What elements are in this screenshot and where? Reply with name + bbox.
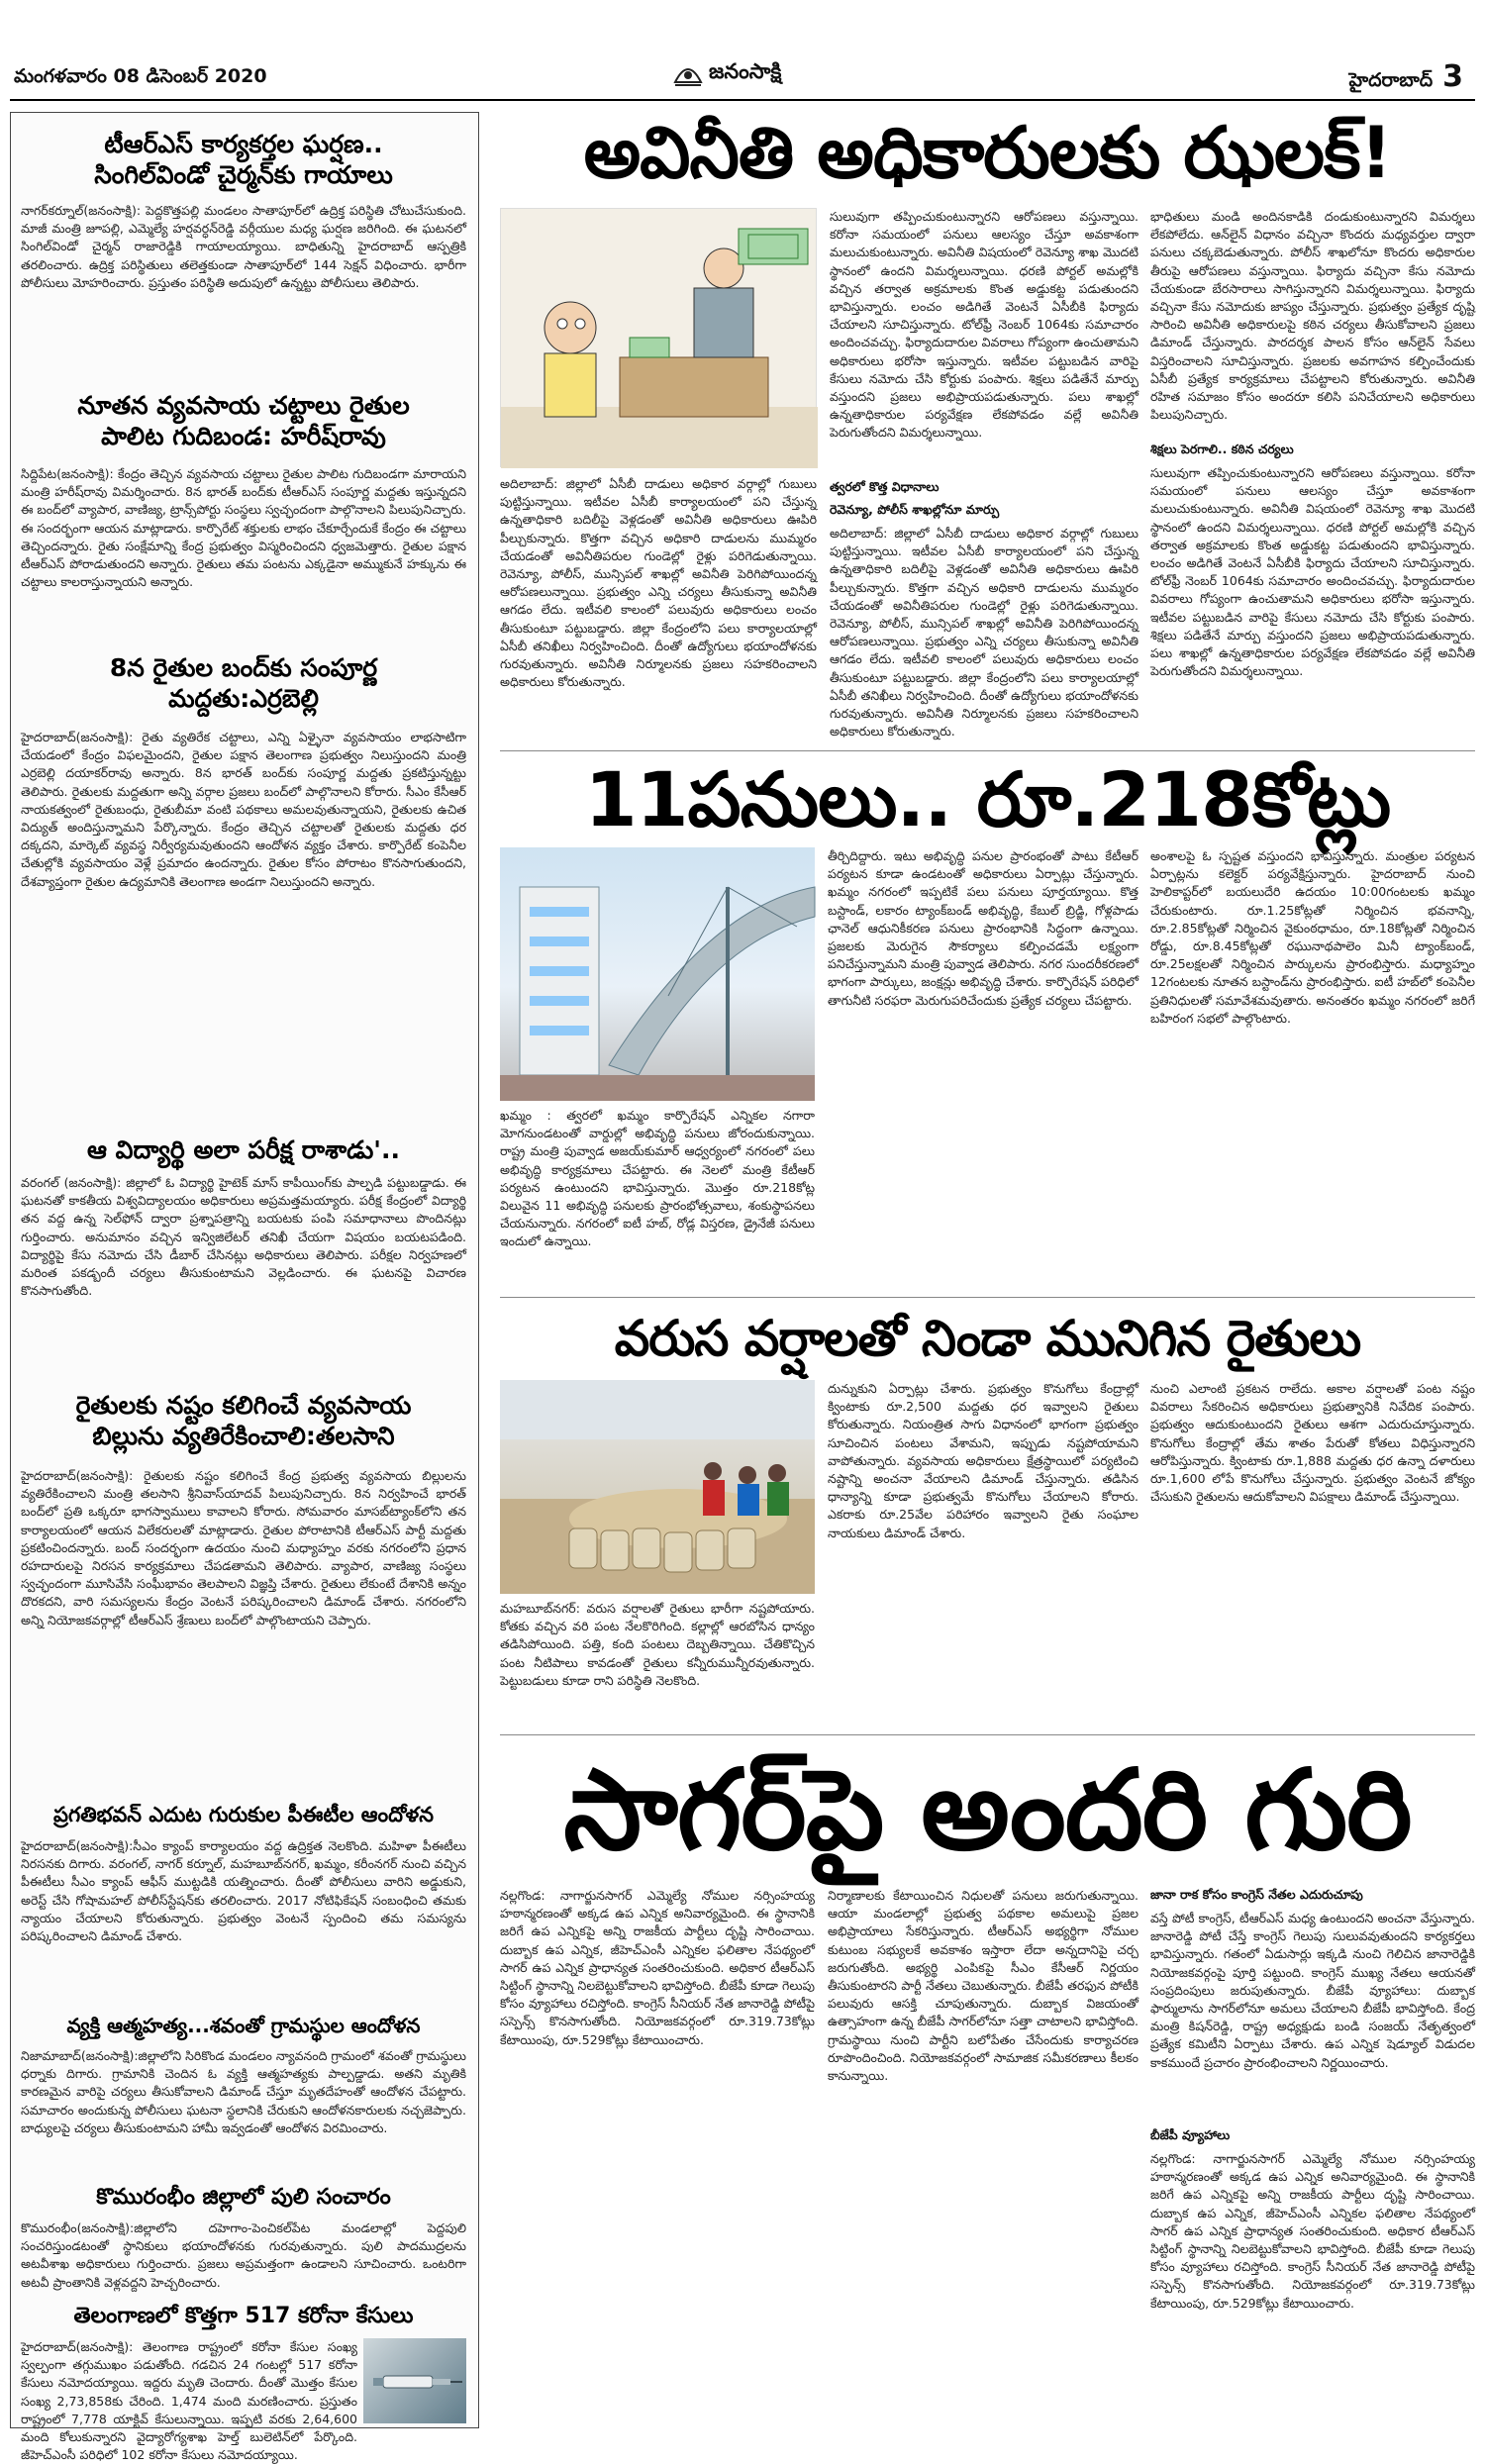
masthead-city: హైదరాబాద్‌: [1348, 69, 1434, 91]
story4-col2: నిర్మాణాలకు కేటాయించిన నిధులతో పనులు జరుగుతున్నాయి. ఆయా మండలాల్లో ప్రభుత్వ పథకాల అమలుపై ప్రజల అభిప్రాయాలు సేకరిస్తున్నారు. టీఆర్‌ఎస్‌ అభ్యర్థిగా నోముల కుటుంబ సభ్యులకే అవకాశం ఇస్తారా లేదా అన్నదానిపై చర్చ జరుగుతోంది. అభ్యర్థి ఎంపికపై సీఎం కేసీఆర్‌ నిర్ణయం తీసుకుంటారని పార్టీ నేతలు చెబుతున్నారు. బీజేపీ తరఫున పోటీకి పలువురు ఆసక్తి చూపుతున్నారు. దుబ్బాక విజయంతో ఉత్సాహంగా ఉన్న బీజేపీ సాగర్‌లోనూ సత్తా చాటాలని భావిస్తోంది. గ్రామస్థాయి నుంచి పార్టీని బలోపేతం చేసేందుకు కార్యాచరణ రూపొందించింది. నియోజకవర్గంలో సామాజిక సమీకరణాలు కీలకం కానున్నాయి.: [828, 1888, 1138, 2084]
page-number: 3: [1442, 59, 1463, 94]
masthead-logo: [673, 57, 781, 91]
sidebar-headline-5: రైతులకు నష్టం కలిగించే వ్యవసాయ బిల్లును వ్యతిరేకించాలి:తలసాని: [75, 1391, 412, 1451]
sidebar-headline-6: ప్రగతిభవన్‌ ఎదుట గురుకుల పీఈటీల ఆందోళన: [53, 1803, 434, 1826]
sidebar-headline-3: 8న రైతుల బంద్‌కు సంపూర్ణ మద్దతు:ఎర్రబెల్లి: [109, 653, 378, 714]
story3-headline: వరుస వర్షాలతో నిండా మునిగిన రైతులు: [614, 1310, 1361, 1367]
story1-rule: [500, 750, 1475, 751]
masthead-rule: [10, 99, 1475, 101]
sidebar-story-2: సిద్దిపేట(జనంసాక్షి): కేంద్రం తెచ్చిన వ్యవసాయ చట్టాలు రైతుల పాలిట గుదిబండగా మారాయని మంత్రి హరీష్‌రావు విమర్శించారు. 8న భారత్‌ బంద్‌కు టీఆర్‌ఎస్‌ సంపూర్ణ మద్దతు ఇస్తున్నదని ఈ బంద్‌లో వ్యాపార, వాణిజ్య, ట్రాన్స్‌పోర్టు సంస్థలు స్వచ్ఛందంగా పాల్గొనాలని పిలుపునిచ్చారు. ఈ సందర్భంగా ఆయన మాట్లాడారు. కార్పొరేట్‌ శక్తులకు లాభం చేకూర్చేందుకే కేంద్రం ఈ చట్టాలు తెచ్చిందన్నారు. రైతు సంక్షేమాన్ని కేంద్ర ప్రభుత్వం విస్మరించిందని ధ్వజమెత్తారు. రైతుల పక్షాన టీఆర్‌ఎస్‌ పోరాడుతుందని అన్నారు. రైతులు తమ పంటను ఎక్కడైనా అమ్ముకునే హక్కును ఈ చట్టాలు కాలరాస్తున్నాయని అన్నారు.: [21, 466, 466, 590]
sidebar-story-3: హైదరాబాద్‌(జనంసాక్షి): రైతు వ్యతిరేక చట్టాలు, ఎన్ని ఏళ్ళైనా వ్యవసాయం లాభసాటిగా చేయడంలో కేంద్రం విఫలమైందని, రైతుల పక్షాన తెలంగాణ ప్రభుత్వం నిలుస్తుందని మంత్రి ఎర్రబెల్లి దయాకర్‌రావు అన్నారు. 8న భారత్‌ బంద్‌కు సంపూర్ణ మద్దతు ప్రకటిస్తున్నట్టు తెలిపారు. రైతులకు మద్దతుగా అన్ని వర్గాల ప్రజలు బంద్‌లో పాల్గొనాలని కోరారు. సీఎం కేసీఆర్‌ నాయకత్వంలో రైతుబంధు, రైతుబీమా వంటి పథకాలు అమలవుతున్నాయని, రైతులకు ఉచిత విద్యుత్‌ అందిస్తున్నామని పేర్కొన్నారు. కేంద్రం తెచ్చిన చట్టాలతో రైతులకు మద్దతు ధర దక్కదని, మార్కెట్‌ వ్యవస్థ నిర్వీర్యమవుతుందని ఆందోళన వ్యక్తం చేశారు. కార్పొరేట్‌ కంపెనీల చేతుల్లోకి వ్యవసాయం వెళ్లే ప్రమాదం ఉందన్నారు. రైతుల కోసం పోరాటం కొనసాగుతుందని, దేశవ్యాప్తంగా రైతుల ఉద్యమానికి తెలంగాణ అండగా నిలుస్తుందని అన్నారు.: [21, 730, 466, 889]
story1-cartoon: [500, 208, 817, 467]
story2-photo: [500, 847, 815, 1101]
sidebar-headline-1: టీఆర్‌ఎస్‌ కార్యకర్తల ఘర్షణ.. సింగిల్‌విండో చైర్మన్‌కు గాయాలు: [94, 130, 393, 190]
story4-subhead-1: జానా రాక కోసం కాంగ్రెస్‌ నేతల ఎదురుచూపు: [1150, 1887, 1363, 1902]
story3-col2: దున్నుకుని ఏర్పాట్లు చేశారు. ప్రభుత్వం కొనుగోలు కేంద్రాల్లో క్వింటాకు రూ.2,500 మద్దతు ధర ఇవ్వాలని రైతులు కోరుతున్నారు. నియంత్రిత సాగు విధానంలో భాగంగా ప్రభుత్వం సూచించిన పంటలు వేశామని, ఇప్పుడు నష్టపోయామని వాపోతున్నారు. వ్యవసాయ అధికారులు క్షేత్రస్థాయిలో పర్యటించి నష్టాన్ని అంచనా వేయాలని డిమాండ్‌ చేస్తున్నారు. తడిసిన ధాన్యాన్ని కూడా ప్రభుత్వమే కొనుగోలు చేయాలని కోరారు. ఎకరాకు రూ.25వేల పరిహారం ఇవ్వాలని రైతు సంఘాల నాయకులు డిమాండ్‌ చేశారు.: [828, 1381, 1138, 1540]
story1-subhead-1: త్వరలో కొత్త విధానాలు: [830, 479, 940, 494]
story3-rule: [500, 1734, 1475, 1735]
sidebar-story-4: వరంగల్‌ (జనంసాక్షి): జిల్లాలో ఓ విద్యార్థి హైటెక్‌ మాస్‌ కాపీయింగ్‌కు పాల్పడి పట్టుబడ్డాడు. ఈ ఘటనతో కాకతీయ విశ్వవిద్యాలయం అధికారులు అప్రమత్తమయ్యారు. పరీక్ష కేంద్రంలో విద్యార్థి తన వద్ద ఉన్న సెల్‌ఫోన్‌ ద్వారా ప్రశ్నాపత్రాన్ని బయటకు పంపి సమాధానాలు పొందినట్లు గుర్తించారు. అనుమానం వచ్చిన ఇన్విజిలేటర్‌ తనిఖీ చేయగా విషయం బయటపడింది. విద్యార్థిపై కేసు నమోదు చేసి డీబార్‌ చేసినట్లు అధికారులు తెలిపారు. పరీక్షల నిర్వహణలో మరింత పకడ్బందీ చర్యలు తీసుకుంటామని వెల్లడించారు. ఈ ఘటనపై విచారణ కొనసాగుతోంది.: [21, 1175, 466, 1299]
syringe-icon: [363, 2338, 466, 2423]
left-sidebar: [10, 112, 479, 2463]
story4-subhead-2: బీజేపీ వ్యూహాలు: [1150, 2127, 1231, 2142]
story2-col3: అంశాలపై ఓ స్పష్టత వస్తుందని భావిస్తున్నారు. మంత్రుల పర్యటన ఏర్పాట్లను కలెక్టర్‌ పర్యవేక్షిస్తున్నారు. హైదరాబాద్‌ నుంచి హెలికాప్టర్‌లో బయలుదేరి ఉదయం 10:00గంటలకు ఖమ్మం చేరుకుంటారు. రూ.1.25కోట్లతో నిర్మించిన భవనాన్ని, రూ.2.85కోట్లతో నిర్మించిన వైకుంఠధామం, రూ.18కోట్లతో నిర్మించిన రోడ్డు, రూ.8.45కోట్లతో రఘునాథపాలెం మినీ ట్యాంక్‌బండ్‌, రూ.25లక్షలతో నిర్మించిన పార్కులను ప్రారంభిస్తారు. మధ్యాహ్నం 12గంటలకు నూతన బస్టాండ్‌ను ప్రారంభిస్తారు. ఐటీ హబ్‌లో కంపెనీల ప్రతినిధులతో సమావేశమవుతారు. అనంతరం ఖమ్మం నగరంలో జరిగే బహిరంగ సభలో పాల్గొంటారు.: [1150, 848, 1475, 1026]
sidebar-story-9: హైదరాబాద్‌(జనంసాక్షి): తెలంగాణ రాష్ట్రంలో కరోనా కేసుల సంఖ్య స్వల్పంగా తగ్గుముఖం పడుతోంది. గడచిన 24 గంటల్లో 517 కరోనా కేసులు నమోదయ్యాయి. ఇద్దరు మృతి చెందారు. దీంతో మొత్తం కేసుల సంఖ్య 2,73,858కు చేరింది. 1,474 మంది మరణించారు. ప్రస్తుతం రాష్ట్రంలో 7,778 యాక్టివ్‌ కేసులున్నాయి. ఇప్పటి వరకు 2,64,600 మంది కోలుకున్నారని వైద్యారోగ్యశాఖ హెల్త్‌ బులెటిన్‌లో పేర్కొంది. జీహెచ్‌ఎంసీ పరిధిలో 102 కరోనా కేసులు నమోదయ్యాయి.: [21, 2339, 357, 2463]
story1-col3: భాధితులు మండి అందినకాడికి దండుకుంటున్నారని విమర్శలు లేకపోలేదు. ఆన్‌లైన్‌ విధానం వచ్చినా కొందరు మధ్యవర్తుల ద్వారా పనులు చక్కబెడుతున్నారు. పోలీస్‌ శాఖలోనూ కొందరు అధికారుల తీరుపై ఆరోపణలు వస్తున్నాయి. ఫిర్యాదు వచ్చినా కేసు నమోదు చేయకుండా బేరసారాలు సాగిస్తున్నారని విమర్శలున్నాయి. ఫిర్యాదు వచ్చినా కేసు నమోదుకు జాప్యం చేస్తున్నారు. ప్రభుత్వం ప్రత్యేక దృష్టి సారించి అవినీతి అధికారులపై కఠిన చర్యలు తీసుకోవాలని ప్రజలు డిమాండ్‌ చేస్తున్నారు. పారదర్శక పాలన కోసం ఆన్‌లైన్‌ సేవలు విస్తరించాలని సూచిస్తున్నారు. ప్రజలకు అవగాహన కల్పించేందుకు ఏసీబీ ప్రత్యేక కార్యక్రమాలు చేపట్టాలని కోరుతున్నారు. అవినీతి రహిత సమాజం కోసం అందరూ కలిసి పనిచేయాలని అధికారులు పిలుపునిచ్చారు. శిక్షలు పెరగాలి.. కఠిన చర్యలు సులువుగా తప్పించుకుంటున్నారని ఆరోపణలు వస్తున్నాయి. కరోనా సమయంలో పనులు ఆలస్యం చేస్తూ అవకాశంగా మలుచుకుంటున్నారు. అవినీతి విషయంలో రెవెన్యూ శాఖ మొదటి స్థానంలో ఉందని విమర్శలున్నాయి. ధరణి పోర్టల్‌ అమల్లోకి వచ్చిన తర్వాత అక్రమాలకు కొంత అడ్డుకట్ట పడుతుందని భావిస్తున్నారు. లంచం అడిగితే వెంటనే ఏసీబీకి ఫిర్యాదు చేయాలని సూచిస్తున్నారు. టోల్‌ఫ్రీ నెంబర్‌ 1064కు సమాచారం అందించవచ్చు. ఫిర్యాదుదారుల వివరాలు గోప్యంగా ఉంచుతామని అధికారులు భరోసా ఇస్తున్నారు. ఇటీవల పట్టుబడిన వారిపై కేసులు నమోదు చేసి కోర్టుకు పంపారు. శిక్షలు పడితేనే మార్పు వస్తుందని ప్రజలు అభిప్రాయపడుతున్నారు. పలు శాఖల్లో ఉన్నతాధికారుల పర్యవేక్షణ లేకపోవడం వల్లే అవినీతి పెరుగుతోందని విమర్శలున్నాయి.: [1150, 209, 1475, 679]
story2-rule: [500, 1297, 1475, 1298]
story3-photo: [500, 1380, 815, 1594]
masthead: [0, 0, 1485, 99]
story3-col1: మహబూబ్‌నగర్‌: వరుస వర్షాలతో రైతులు భారీగా నష్టపోయారు. కోతకు వచ్చిన వరి పంట నేలకొరిగింది. కల్లాల్లో ఆరబోసిన ధాన్యం తడిసిపోయింది. పత్తి, కంది పంటలు దెబ్బతిన్నాయి. చేతికొచ్చిన పంట నీటిపాలు కావడంతో రైతులు కన్నీరుమున్నీరవుతున్నారు. పెట్టుబడులు కూడా రాని పరిస్థితి నెలకొంది.: [500, 1601, 815, 1688]
sidebar-headline-9: తెలంగాణలో కొత్తగా 517 కరోనా కేసులు: [73, 2304, 414, 2328]
building-bridge-photo: [500, 847, 815, 1101]
masthead-date: మంగళవారం 08 డిసెంబర్‌ 2020: [14, 65, 267, 87]
story1-headline: అవినీతి అధికారులకు ఝలక్‌!: [583, 111, 1392, 194]
story4-headline: సాగర్‌పై అందరి గురి: [563, 1746, 1412, 1875]
logo-text: జనంసాక్షి: [709, 59, 782, 83]
story4-col1: నల్లగొండ: నాగార్జునసాగర్‌ ఎమ్మెల్యే నోముల నర్సింహయ్య హఠాన్మరణంతో అక్కడ ఉప ఎన్నిక అనివార్యమైంది. ఈ స్థానానికి జరిగే ఉప ఎన్నికపై అన్ని రాజకీయ పార్టీలు దృష్టి సారించాయి. దుబ్బాక ఉప ఎన్నిక, జీహెచ్‌ఎంసీ ఎన్నికల ఫలితాల నేపథ్యంలో సాగర్‌ ఉప ఎన్నిక ప్రాధాన్యత సంతరించుకుంది. అధికార టీఆర్‌ఎస్‌ సిట్టింగ్‌ స్థానాన్ని నిలబెట్టుకోవాలని భావిస్తోంది. బీజేపీ కూడా గెలుపు కోసం వ్యూహాలు రచిస్తోంది. కాంగ్రెస్‌ సీనియర్‌ నేత జానారెడ్డి పోటీపై సస్పెన్స్‌ కొనసాగుతోంది. నియోజకవర్గంలో రూ.319.73కోట్లు కేటాయింపు, రూ.529కోట్లు కేటాయించారు.: [500, 1888, 815, 2047]
sidebar-story-6: హైదరాబాద్‌(జనంసాక్షి):సీఎం క్యాంప్‌ కార్యాలయం వద్ద ఉద్రిక్తత నెలకొంది. మహిళా పీఈటీలు నిరసనకు దిగారు. వరంగల్‌, నాగర్‌ కర్నూల్‌, మహబూబ్‌నగర్‌, ఖమ్మం, కరీంనగర్‌ నుంచి వచ్చిన పీఈటీలు సీఎం క్యాంప్‌ ఆఫీస్‌ ముట్టడికి యత్నించారు. దీంతో పోలీసులు వారిని అడ్డుకుని, అరెస్ట్‌ చేసి గోషామహల్‌ పోలీస్‌స్టేషన్‌కు తరలించారు. 2017 నోటిఫికేషన్‌ సంబంధించి తమకు న్యాయం చేయాలని కోరుతున్నారు. ప్రభుత్వం వెంటనే స్పందించి తమ సమస్యను పరిష్కరించాలని డిమాండ్‌ చేశారు.: [21, 1838, 466, 1944]
sidebar-story-5: హైదరాబాద్‌(జనంసాక్షి): రైతులకు నష్టం కలిగించే కేంద్ర ప్రభుత్వ వ్యవసాయ బిల్లులను వ్యతిరేకించాలని మంత్రి తలసాని శ్రీనివాస్‌యాదవ్‌ పిలుపునిచ్చారు. 8న నిర్వహించే భారత్‌ బంద్‌లో ప్రతి ఒక్కరూ భాగస్వాములు కావాలని కోరారు. సోమవారం మాసబ్‌ట్యాంక్‌లోని తన కార్యాలయంలో ఆయన విలేకరులతో మాట్లాడారు. రైతుల పోరాటానికి టీఆర్‌ఎస్‌ పార్టీ మద్దతు ప్రకటించిందన్నారు. బంద్‌ సందర్భంగా ఉదయం నుంచి మధ్యాహ్నం వరకు నగరంలోని ప్రధాన రహదారులపై నిరసన కార్యక్రమాలు చేపడతామని తెలిపారు. వ్యాపార, వాణిజ్య సంస్థలు స్వచ్ఛందంగా మూసివేసి సంఘీభావం తెలపాలని విజ్ఞప్తి చేశారు. రైతులు లేకుంటే దేశానికి అన్నం దొరకదని, వారి సమస్యలను కేంద్రం వెంటనే పరిష్కరించాలని డిమాండ్‌ చేశారు. నగరంలోని అన్ని నియోజకవర్గాల్లో టీఆర్‌ఎస్‌ శ్రేణులు బంద్‌లో పాల్గొంటాయని చెప్పారు.: [21, 1468, 466, 1627]
logo-icon: [673, 60, 703, 88]
sidebar-headline-4: ఆ విద్యార్థి అలా పరీక్ష రాశాడు'..: [87, 1135, 400, 1164]
masthead-right: [1348, 59, 1463, 96]
sidebar-headline-8: కొమురంభీం జిల్లాలో పులి సంచారం: [96, 2185, 391, 2210]
sidebar-headline-2: నూతన వ్యవసాయ చట్టాలు రైతుల పాలిట గుదిబండ: హరీష్‌రావు: [77, 391, 410, 451]
corruption-cartoon-icon: [501, 209, 818, 468]
story2-headline: 11పనులు.. రూ.218కోట్లు: [584, 755, 1391, 843]
sidebar-story-7: నిజామాబాద్‌(జనంసాక్షి):జిల్లాలోని సిరికొండ మండలం న్యావనంది గ్రామంలో శవంతో గ్రామస్థులు ధర్నాకు దిగారు. గ్రామానికి చెందిన ఓ వ్యక్తి ఆత్మహత్యకు పాల్పడ్డాడు. అతని మృతికి కారణమైన వారిపై చర్యలు తీసుకోవాలని డిమాండ్‌ చేస్తూ మృతదేహంతో ఆందోళన చేపట్టారు. సమాచారం అందుకున్న పోలీసులు ఘటనా స్థలానికి చేరుకుని ఆందోళనకారులకు నచ్చజెప్పారు. బాధ్యులపై చర్యలు తీసుకుంటామని హామీ ఇవ్వడంతో ఆందోళన విరమించారు.: [21, 2048, 466, 2135]
story4-col3: జానా రాక కోసం కాంగ్రెస్‌ నేతల ఎదురుచూపు వస్తే పోటీ కాంగ్రెస్‌, టీఆర్‌ఎస్‌ మధ్య ఉంటుందని అంచనా వేస్తున్నారు. జానారెడ్డి పోటీ చేస్తే కాంగ్రెస్‌ గెలుపు సులువవుతుందని కార్యకర్తలు భావిస్తున్నారు. గతంలో ఏడుసార్లు ఇక్కడి నుంచి గెలిచిన జానారెడ్డికి నియోజకవర్గంపై పూర్తి పట్టుంది. కాంగ్రెస్‌ ముఖ్య నేతలు ఆయనతో సంప్రదింపులు జరుపుతున్నారు. బీజేపీ వ్యూహాలు: దుబ్బాక ఫార్ములాను సాగర్‌లోనూ అమలు చేయాలని బీజేపీ భావిస్తోంది. కేంద్ర మంత్రి కిషన్‌రెడ్డి, రాష్ట్ర అధ్యక్షుడు బండి సంజయ్‌ నేతృత్వంలో ప్రత్యేక కమిటీని ఏర్పాటు చేశారు. ఉప ఎన్నిక షెడ్యూల్‌ విడుదల కాకముందే ప్రచారం ప్రారంభించాలని నిర్ణయించారు. బీజేపీ వ్యూహాలు నల్లగొండ: నాగార్జునసాగర్‌ ఎమ్మెల్యే నోముల నర్సింహయ్య హఠాన్మరణంతో అక్కడ ఉప ఎన్నిక అనివార్యమైంది. ఈ స్థానానికి జరిగే ఉప ఎన్నికపై అన్ని రాజకీయ పార్టీలు దృష్టి సారించాయి. దుబ్బాక ఉప ఎన్నిక, జీహెచ్‌ఎంసీ ఎన్నికల ఫలితాల నేపథ్యంలో సాగర్‌ ఉప ఎన్నిక ప్రాధాన్యత సంతరించుకుంది. అధికార టీఆర్‌ఎస్‌ సిట్టింగ్‌ స్థానాన్ని నిలబెట్టుకోవాలని భావిస్తోంది. బీజేపీ కూడా గెలుపు కోసం వ్యూహాలు రచిస్తోంది. కాంగ్రెస్‌ సీనియర్‌ నేత జానారెడ్డి పోటీపై సస్పెన్స్‌ కొనసాగుతోంది. నియోజకవర్గంలో రూ.319.73కోట్లు కేటాయింపు, రూ.529కోట్లు కేటాయించారు.: [1150, 1887, 1475, 2311]
sidebar-story-1: నాగర్‌కర్నూల్‌(జనంసాక్షి): పెద్దకొత్తపల్లి మండలం సాతాపూర్‌లో ఉద్రిక్త పరిస్థితి చోటుచేసుకుంది. మాజీ మంత్రి జూపల్లి, ఎమ్మెల్యే హర్షవర్ధన్‌రెడ్డి వర్గీయుల మధ్య ఘర్షణ జరిగింది. ఈ ఘటనలో సింగిల్‌విండో చైర్మన్‌ రాజారెడ్డికి గాయాలయ్యాయి. బాధితున్ని హైదరాబాద్‌ ఆస్పత్రికి తరలించారు. ఉద్రిక్త పరిస్థితులు తలెత్తకుండా సాతాపూర్‌లో 144 సెక్షన్‌ విధించారు. భారీగా పోలీసులు మోహరించారు. ప్రస్తుతం పరిస్థితి అదుపులో ఉన్నట్టు పోలీసులు తెలిపారు.: [21, 203, 466, 290]
story1-col1: అదిలాబాద్‌: జిల్లాలో ఏసీబీ దాడులు అధికార వర్గాల్లో గుబులు పుట్టిస్తున్నాయి. ఇటీవల ఏసీబీ కార్యాలయంలో పని చేస్తున్న ఉన్నతాధికారి బదిలీపై వెళ్లడంతో అవినీతి అధికారులు ఊపిరి పీల్చుకున్నారు. కొత్తగా వచ్చిన అధికారి దాడులను ముమ్మరం చేయడంతో అవినీతిపరుల గుండెల్లో రైళ్లు పరిగెడుతున్నాయి. రెవెన్యూ, పోలీస్‌, మున్సిపల్‌ శాఖల్లో అవినీతి పెరిగిపోయిందన్న ఆరోపణలున్నాయి. ప్రభుత్వం ఎన్ని చర్యలు తీసుకున్నా అవినీతి ఆగడం లేదు. ఇటీవలి కాలంలో పలువురు అధికారులు లంచం తీసుకుంటూ పట్టుబడ్డారు. జిల్లా కేంద్రంలోని పలు కార్యాలయాల్లో ఏసీబీ తనిఖీలు నిర్వహించింది. దీంతో ఉద్యోగులు భయాందోళనకు గురవుతున్నారు. అవినీతి నిర్మూలనకు ప్రజలు సహకరించాలని అధికారులు కోరుతున్నారు.: [500, 476, 817, 690]
sidebar-headline-7: వ్యక్తి ఆత్మహత్య...శవంతో గ్రామస్థుల ఆందోళన: [66, 2014, 421, 2037]
farmers-photo: [500, 1380, 815, 1594]
story1-subhead-3: శిక్షలు పెరగాలి.. కఠిన చర్యలు: [1150, 442, 1294, 456]
sidebar-story-8: కొమురంభీం(జనంసాక్షి):జిల్లాలోని దహెగాం-పెంచికల్‌పేట మండలాల్లో పెద్దపులి సంచరిస్తుండటంతో స్థానికులు భయాందోళనకు గురవుతున్నారు. పులి పాదముద్రలను అటవీశాఖ అధికారులు గుర్తించారు. ప్రజలు అప్రమత్తంగా ఉండాలని సూచించారు. ఒంటరిగా అటవీ ప్రాంతానికి వెళ్లవద్దని హెచ్చరించారు.: [21, 2220, 466, 2290]
story1-subhead-2: రెవెన్యూ, పోలీస్‌ శాఖల్లోనూ మార్పు: [830, 502, 1000, 517]
corona-photo: [363, 2338, 466, 2423]
story1-col2: సులువుగా తప్పించుకుంటున్నారని ఆరోపణలు వస్తున్నాయి. కరోనా సమయంలో పనులు ఆలస్యం చేస్తూ అవకాశంగా మలుచుకుంటున్నారు. అవినీతి విషయంలో రెవెన్యూ శాఖ మొదటి స్థానంలో ఉందని విమర్శలున్నాయి. ధరణి పోర్టల్‌ అమల్లోకి వచ్చిన తర్వాత అక్రమాలకు కొంత అడ్డుకట్ట పడుతుందని భావిస్తున్నారు. లంచం అడిగితే వెంటనే ఏసీబీకి ఫిర్యాదు చేయాలని సూచిస్తున్నారు. టోల్‌ఫ్రీ నెంబర్‌ 1064కు సమాచారం అందించవచ్చు. ఫిర్యాదుదారుల వివరాలు గోప్యంగా ఉంచుతామని అధికారులు భరోసా ఇస్తున్నారు. ఇటీవల పట్టుబడిన వారిపై కేసులు నమోదు చేసి కోర్టుకు పంపారు. శిక్షలు పడితేనే మార్పు వస్తుందని ప్రజలు అభిప్రాయపడుతున్నారు. పలు శాఖల్లో ఉన్నతాధికారుల పర్యవేక్షణ లేకపోవడం వల్లే అవినీతి పెరుగుతోందని విమర్శలున్నాయి. త్వరలో కొత్త విధానాలు రెవెన్యూ, పోలీస్‌ శాఖల్లోనూ మార్పు అదిలాబాద్‌: జిల్లాలో ఏసీబీ దాడులు అధికార వర్గాల్లో గుబులు పుట్టిస్తున్నాయి. ఇటీవల ఏసీబీ కార్యాలయంలో పని చేస్తున్న ఉన్నతాధికారి బదిలీపై వెళ్లడంతో అవినీతి అధికారులు ఊపిరి పీల్చుకున్నారు. కొత్తగా వచ్చిన అధికారి దాడులను ముమ్మరం చేయడంతో అవినీతిపరుల గుండెల్లో రైళ్లు పరిగెడుతున్నాయి. రెవెన్యూ, పోలీస్‌, మున్సిపల్‌ శాఖల్లో అవినీతి పెరిగిపోయిందన్న ఆరోపణలున్నాయి. ప్రభుత్వం ఎన్ని చర్యలు తీసుకున్నా అవినీతి ఆగడం లేదు. ఇటీవలి కాలంలో పలువురు అధికారులు లంచం తీసుకుంటూ పట్టుబడ్డారు. జిల్లా కేంద్రంలోని పలు కార్యాలయాల్లో ఏసీబీ తనిఖీలు నిర్వహించింది. దీంతో ఉద్యోగులు భయాందోళనకు గురవుతున్నారు. అవినీతి నిర్మూలనకు ప్రజలు సహకరించాలని అధికారులు కోరుతున్నారు.: [830, 209, 1138, 739]
story2-col2: తీర్చిదిద్దారు. ఇటు అభివృద్ధి పనుల ప్రారంభంతో పాటు కేటీఆర్‌ పర్యటన కూడా ఉండటంతో అధికారులు ఏర్పాట్లు చేస్తున్నారు. ఖమ్మం నగరంలో ఇప్పటికే పలు పనులు పూర్తయ్యాయి. కొత్త బస్టాండ్‌, లకారం ట్యాంక్‌బండ్‌ అభివృద్ధి, కేబుల్‌ బ్రిడ్జి, గోళ్లపాడు ఛానెల్‌ ఆధునికీకరణ పనులు ప్రారంభానికి సిద్ధంగా ఉన్నాయి. ప్రజలకు మెరుగైన సౌకర్యాలు కల్పించడమే లక్ష్యంగా పనిచేస్తున్నామని మంత్రి పువ్వాడ తెలిపారు. నగర సుందరీకరణలో భాగంగా పార్కులు, జంక్షన్లు అభివృద్ధి చేశారు. కార్పొరేషన్‌ పరిధిలో తాగునీటి సరఫరా మెరుగుపరిచేందుకు ప్రత్యేక చర్యలు చేపట్టారు.: [828, 848, 1138, 1008]
story3-col3: నుంచి ఎలాంటి ప్రకటన రాలేదు. అకాల వర్షాలతో పంట నష్టం వివరాలు సేకరించిన అధికారులు ప్రభుత్వానికి నివేదిక పంపారు. ప్రభుత్వం ఆదుకుంటుందని రైతులు ఆశగా ఎదురుచూస్తున్నారు. కొనుగోలు కేంద్రాల్లో తేమ శాతం పేరుతో కోతలు విధిస్తున్నారని ఆరోపిస్తున్నారు. క్వింటాకు రూ.1,888 మద్దతు ధర ఉన్నా దళారులు రూ.1,600 లోపే కొనుగోలు చేస్తున్నారు. ప్రభుత్వం వెంటనే జోక్యం చేసుకుని రైతులను ఆదుకోవాలని విపక్షాలు డిమాండ్‌ చేస్తున్నాయి.: [1150, 1381, 1475, 1505]
story2-col1: ఖమ్మం : త్వరలో ఖమ్మం కార్పొరేషన్‌ ఎన్నికల నగారా మోగనుండటంతో వార్డుల్లో అభివృద్ధి పనులు జోరందుకున్నాయి. రాష్ట్ర మంత్రి పువ్వాడ అజయ్‌కుమార్‌ ఆధ్వర్యంలో నగరంలో పలు అభివృద్ధి కార్యక్రమాలు చేపట్టారు. ఈ నెలలో మంత్రి కేటీఆర్‌ పర్యటన ఉంటుందని భావిస్తున్నారు. మొత్తం రూ.218కోట్ల విలువైన 11 అభివృద్ధి పనులకు ప్రారంభోత్సవాలు, శంకుస్థాపనలు చేయనున్నారు. నగరంలో ఐటీ హబ్‌, రోడ్ల విస్తరణ, డ్రైనేజీ పనులు ఇందులో ఉన్నాయి.: [500, 1108, 815, 1249]
